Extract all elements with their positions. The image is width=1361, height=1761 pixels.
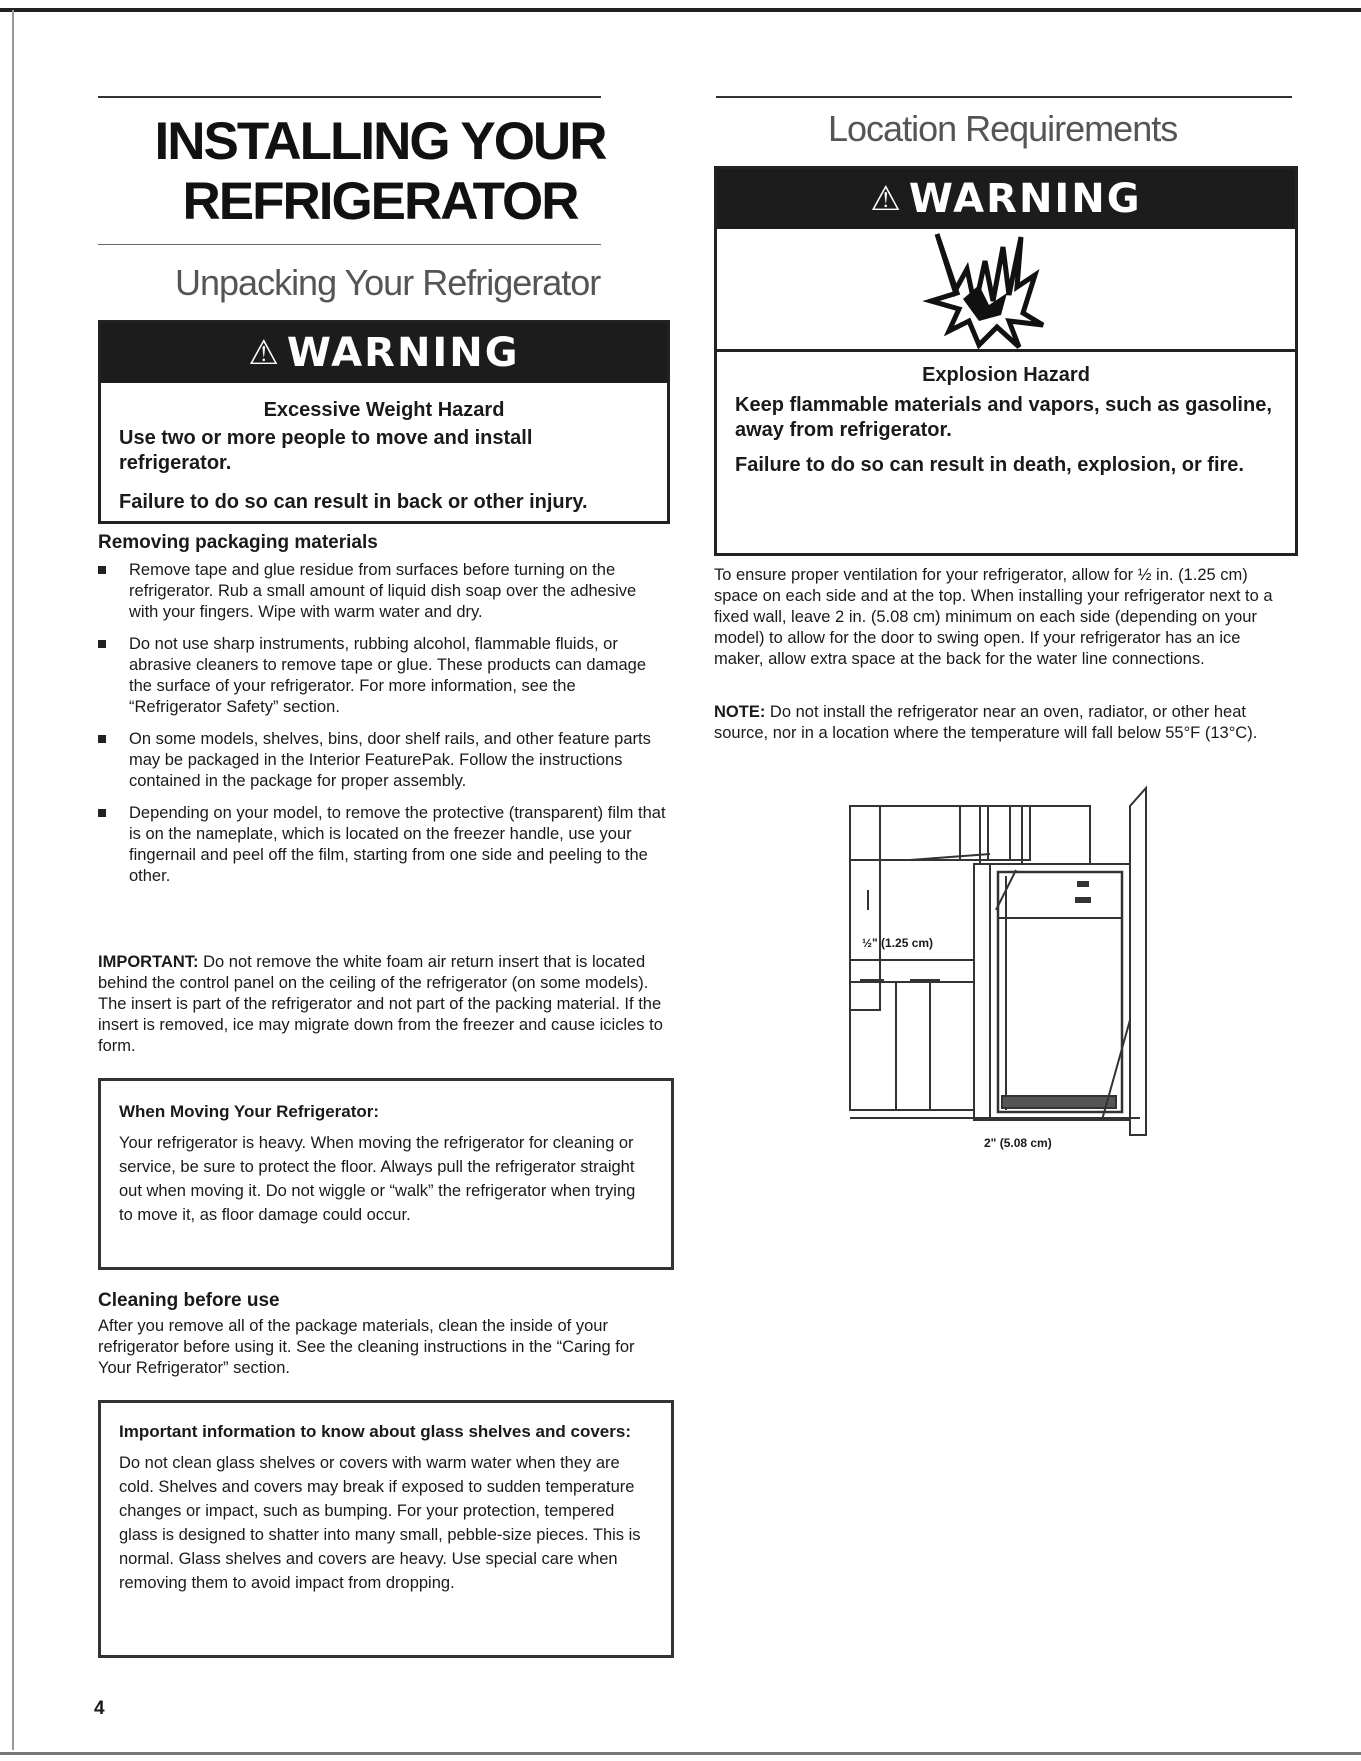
page-title [100,112,660,232]
cleaning-heading: Cleaning before use [98,1290,280,1311]
list-item: Do not use sharp instruments, rubbing alcohol, flammable fluids, or abrasive cleaners to remove tape or glue. These products can damage the surface of your refrigerator. For more information, see the “Refrigerator Safety” section. [98,634,666,718]
bullet-square-icon [98,640,106,648]
ventilation-paragraph: To ensure proper ventilation for your refrigerator, allow for ½ in. (1.25 cm) space on each side and at the top. When installing your refrigerator next to a fixed wall, leave 2 in. (5.08 cm) minimum on each side (depending on your model) to allow for the door to swing open. If your refrigerator has an ice maker, allow extra space at the back for the water line connections. [714,566,1273,668]
page-title-line1: INSTALLING YOUR [154,112,606,171]
note-label: NOTE: [714,703,766,721]
page-title-line2: REFRIGERATOR [182,172,578,231]
moving-box-body: Your refrigerator is heavy. When moving the refrigerator for cleaning or service, be sure to protect the floor. Always pull the refrigerator straight out when moving it. Do not wiggle or “walk” the refrigerator when trying to move it, as floor damage could occur. [119,1134,636,1224]
note-text: Do not install the refrigerator near an oven, radiator, or other heat source, nor in a location where the temperature will fall below 55°F (13°C). [714,703,1258,742]
bullet-square-icon [98,809,106,817]
explosion-icon [717,229,1295,349]
moving-info-box [98,1078,674,1270]
bullet-square-icon [98,566,106,574]
packaging-bullet-list [98,560,666,898]
warning-instruction: Use two or more people to move and install refrigerator. [119,427,533,474]
glass-box-title: Important information to know about glass shelves and covers: [119,1422,631,1441]
hazard-title: Explosion Hazard [922,364,1090,386]
page-top-border [0,8,1361,12]
moving-box-title: When Moving Your Refrigerator: [119,1102,380,1121]
warning-divider [717,349,1295,352]
warning-label: WARNING [286,330,520,376]
warning-label: WARNING [908,176,1142,222]
explosion-graphic [717,229,1295,349]
important-label: IMPORTANT: [98,953,199,971]
note-paragraph [714,702,1292,744]
removing-packaging-heading: Removing packaging materials [98,532,378,553]
warning-consequence: Failure to do so can result in death, explosion, or fire. [735,454,1244,476]
warning-banner [717,169,1295,229]
cleaning-paragraph: After you remove all of the package materials, clean the inside of your refrigerator before using it. See the cleaning instructions in the “Caring for Your Refrigerator” section. [98,1317,635,1377]
list-item: Remove tape and glue residue from surfaces before turning on the refrigerator. Rub a small amount of liquid dish soap over the adhesive with your fingers. Wipe with warm water and dry. [98,560,666,623]
location-section-title: Location Requirements [828,108,1178,149]
weight-warning-box [98,320,670,524]
warning-triangle-icon: ⚠ [870,179,903,219]
list-item: Depending on your model, to remove the protective (transparent) film that is on the nameplate, which is located on the freezer handle, use your fingernail and peel off the film, starting from one side and peeling to the other. [98,803,666,887]
half-inch-clearance-label: ½" (1.25 cm) [862,936,934,950]
title-top-rule-right [716,96,1292,98]
section-rule-left [98,244,601,245]
glass-box-body: Do not clean glass shelves or covers with warm water when they are cold. Shelves and covers may break if exposed to sudden temperature changes or impact, such as bumping. For your protection, tempered glass is designed to shatter into many small, pebble-size pieces. This is normal. Glass shelves and covers are heavy. Use special care when removing them to avoid impact from dropping. [119,1454,641,1592]
important-text: Do not remove the white foam air return insert that is located behind the control panel on the ceiling of the refrigerator (on some models). The insert is part of the refrigerator and not part of the packing material. If the insert is removed, ice may migrate down from the freezer and cause icicles to form. [98,953,663,1055]
hazard-title: Excessive Weight Hazard [263,399,505,421]
warning-consequence: Failure to do so can result in back or other injury. [119,491,588,513]
unpacking-section-title: Unpacking Your Refrigerator [175,262,601,303]
page-number: 4 [94,1698,105,1719]
warning-instruction: Keep flammable materials and vapors, such as gasoline, away from refrigerator. [735,394,1272,441]
glass-info-box [98,1400,674,1658]
title-top-rule [98,96,601,98]
page-bottom-border [0,1752,1361,1755]
warning-banner [101,323,667,383]
explosion-warning-box [714,166,1298,556]
warning-triangle-icon: ⚠ [248,333,281,373]
bullet-square-icon [98,735,106,743]
list-item: On some models, shelves, bins, door shelf rails, and other feature parts may be packaged in the Interior FeaturePak. Follow the instructions contained in the package for proper assembly. [98,729,666,792]
page-left-edge [12,10,14,1750]
important-paragraph [98,952,668,1057]
clearance-diagram [840,780,1180,1150]
two-inch-clearance-label: 2" (5.08 cm) [984,1136,1052,1150]
